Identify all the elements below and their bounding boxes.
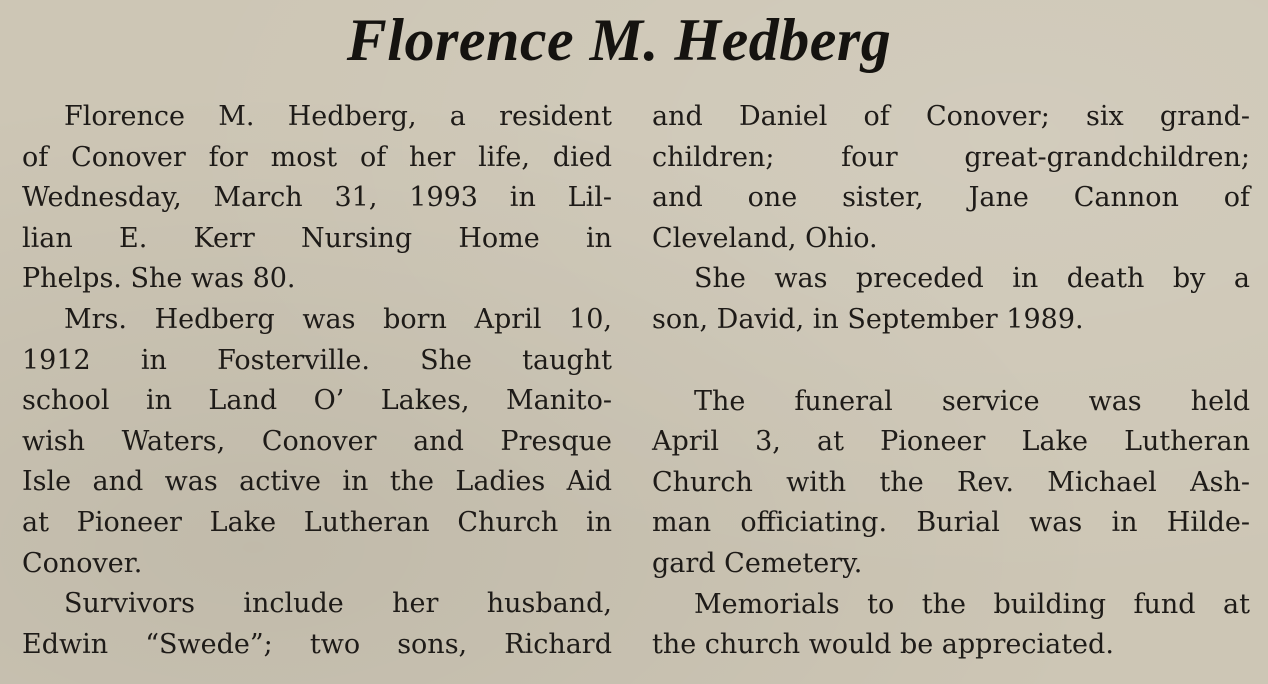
text-line: at Pioneer Lake Lutheran Church in [22,506,612,538]
text-line: children; four great-grandchildren; [652,141,1250,173]
text-line: lian E. Kerr Nursing Home in [22,222,612,254]
left-column [22,97,612,665]
text-line: Florence M. Hedberg, a resident [64,101,612,132]
text-line: Isle and was active in the Ladies Aid [22,466,612,498]
text-line: and Daniel of Conover; six grand- [652,101,1250,132]
text-line: school in Land O’ Lakes, Manito- [22,385,612,417]
text-line: Cleveland, Ohio. [652,222,878,254]
obituary-title: Florence M. Hedberg [346,7,892,73]
text-line: Memorials to the building fund at [694,588,1250,620]
right-column [652,97,1250,666]
text-line: and one sister, Jane Cannon of [652,182,1250,214]
text-line: 1912 in Fosterville. She taught [22,344,612,376]
text-line: wish Waters, Conover and Presque [22,425,612,457]
text-line: gard Cemetery. [652,547,863,579]
text-line: Survivors include her husband, [64,588,612,620]
text-line: of Conover for most of her life, died [22,141,612,173]
text-line: man officiating. Burial was in Hilde- [652,507,1250,539]
text-line: the church would be appreciated. [652,629,1114,661]
text-line: April 3, at Pioneer Lake Lutheran [652,426,1250,458]
text-line: Church with the Rev. Michael Ash- [652,466,1250,498]
text-line: Phelps. She was 80. [22,263,296,295]
text-line: Conover. [22,547,143,579]
text-line: Wednesday, March 31, 1993 in Lil- [22,182,612,214]
text-line: son, David, in September 1989. [652,303,1084,335]
paragraph-gap [652,341,1250,382]
text-line: She was preceded in death by a [694,263,1250,295]
text-line: Mrs. Hedberg was born April 10, [64,303,612,335]
text-line: The funeral service was held [694,385,1250,417]
text-line: Edwin “Swede”; two sons, Richard [22,628,612,660]
